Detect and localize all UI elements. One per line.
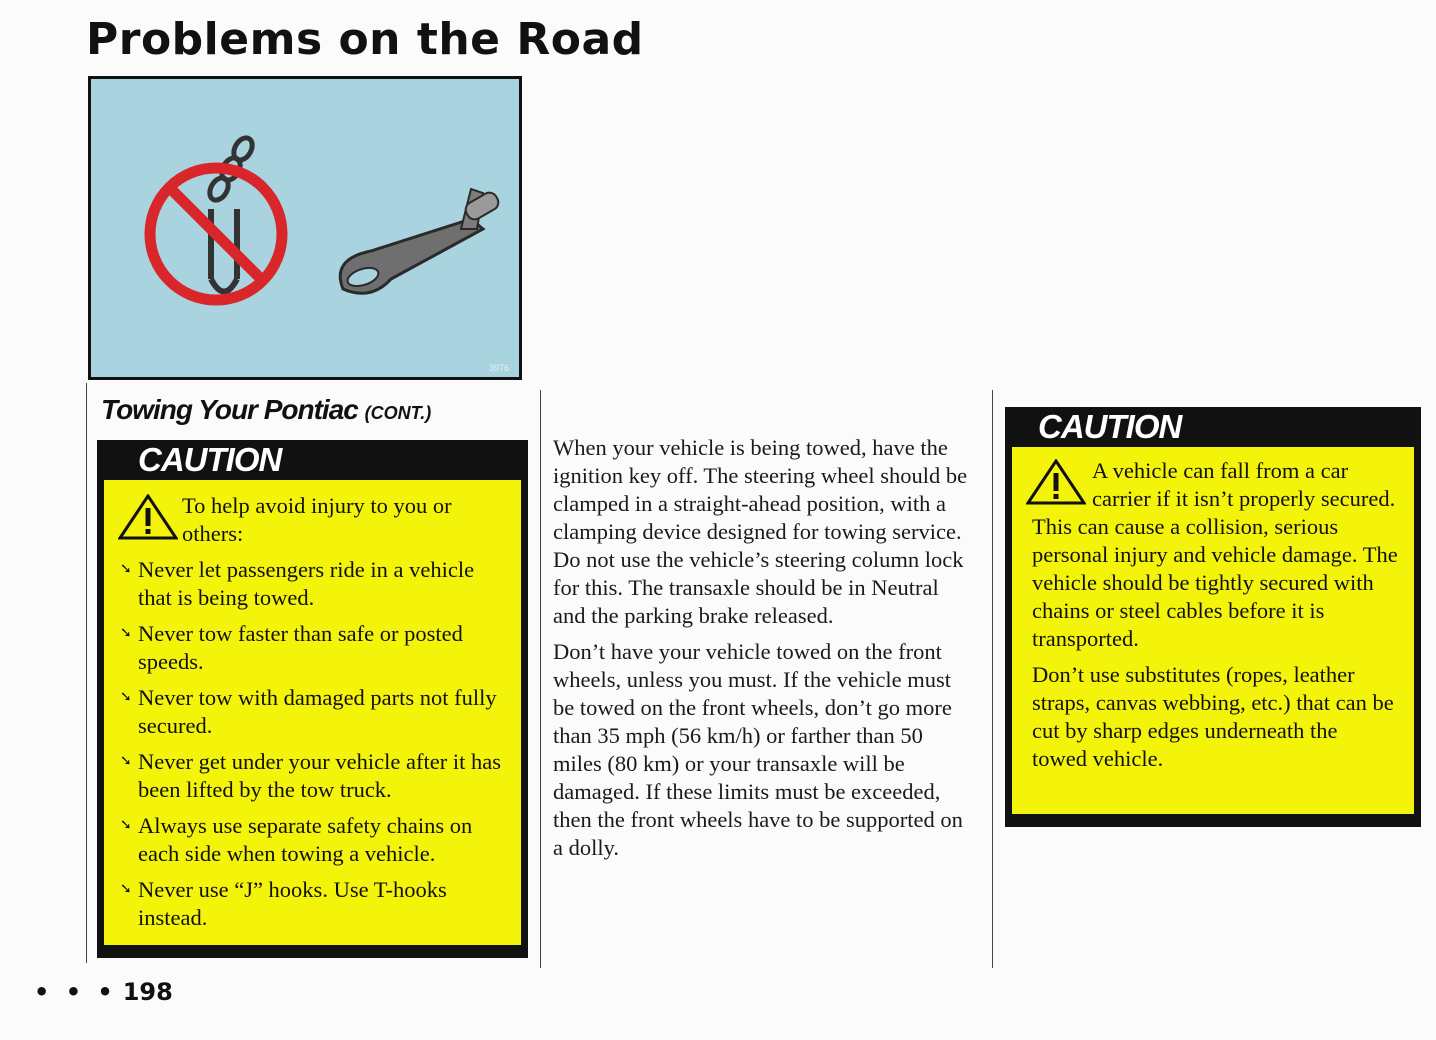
prohibition-icon: [150, 168, 282, 300]
bullet-text: Always use separate safety chains on each side when towing a vehicle.: [138, 813, 473, 866]
page-number: [34, 978, 173, 1006]
caution-box-left: [97, 440, 528, 958]
t-hook-icon: [340, 189, 501, 293]
caution-right-text-1: A vehicle can fall from a car carrier if it isn’t properly secured. This can cause a collision, serious personal injury and vehicle damage. The vehicle should be tightly secured with chains or steel cables before it is transported.: [1032, 458, 1398, 651]
caution-header-right: CAUTION: [1038, 408, 1182, 445]
list-item: [118, 748, 507, 804]
bullet-icon: ➘: [120, 882, 132, 897]
column-divider-right: [992, 390, 993, 968]
bullet-icon: ➘: [120, 754, 132, 769]
warning-triangle-icon: [1026, 459, 1086, 505]
section-heading: [101, 394, 431, 426]
bullet-icon: ➘: [120, 818, 132, 833]
towing-illustration: [88, 76, 522, 380]
hook-illustration-svg: [91, 79, 519, 377]
column-divider-middle: [540, 390, 541, 968]
bullet-text: Never let passengers ride in a vehicle that is being towed.: [138, 557, 475, 610]
caution-header-left: CAUTION: [138, 441, 282, 478]
bullet-text: Never tow faster than safe or posted speeds.: [138, 621, 463, 674]
caution-body-right: [1012, 447, 1414, 814]
bullet-icon: ➘: [120, 690, 132, 705]
bullet-icon: ➘: [120, 562, 132, 577]
section-heading-text: Towing Your Pontiac: [101, 394, 358, 425]
list-item: [118, 684, 507, 740]
list-item: [118, 556, 507, 612]
list-item: [118, 812, 507, 868]
section-heading-cont: (CONT.): [364, 403, 432, 423]
column-divider-left: [86, 383, 87, 963]
image-number: 3976: [489, 363, 510, 373]
body-paragraph-1: When your vehicle is being towed, have the ignition key off. The steering wheel should be clamped in a straight-ahead position, with a clamping device designed for towing service. Do not use the vehicle’s steering column lock for this. The transaxle should be in Neutral and the parking brake released.: [553, 435, 968, 628]
page-number-value: 198: [122, 978, 173, 1006]
bullet-icon: ➘: [120, 626, 132, 641]
caution-body-left: [104, 480, 521, 945]
list-item: [118, 876, 507, 932]
caution-right-paragraph-1: [1032, 457, 1398, 653]
page-title: Problems on the Road: [86, 14, 644, 65]
caution-bullet-list: [118, 556, 507, 932]
bullet-text: Never tow with damaged parts not fully secured.: [138, 685, 497, 738]
caution-intro-text: To help avoid injury to you or others:: [182, 493, 452, 546]
bullet-text: Never get under your vehicle after it has been lifted by the tow truck.: [138, 749, 501, 802]
caution-right-paragraph-2: Don’t use substitutes (ropes, leather straps, canvas webbing, etc.) that can be cut by sharp edges underneath the towed vehicle.: [1032, 662, 1394, 771]
caution-box-right: [1005, 407, 1421, 827]
warning-triangle-icon: [118, 494, 178, 540]
list-item: [118, 620, 507, 676]
bullet-text: Never use “J” hooks. Use T-hooks instead.: [138, 877, 447, 930]
caution-intro-row: [118, 488, 507, 548]
body-paragraph-2: Don’t have your vehicle towed on the front wheels, unless you must. If the vehicle must be towed on the front wheels, don’t go more than 35 mph (56 km/h) or farther than 50 miles (80 km) or your transaxle will be damaged. If these limits must be exceeded, then the front wheels have to be supported on a dolly.: [553, 639, 963, 860]
body-text: [553, 434, 973, 870]
page-number-dots: • • •: [34, 978, 117, 1006]
